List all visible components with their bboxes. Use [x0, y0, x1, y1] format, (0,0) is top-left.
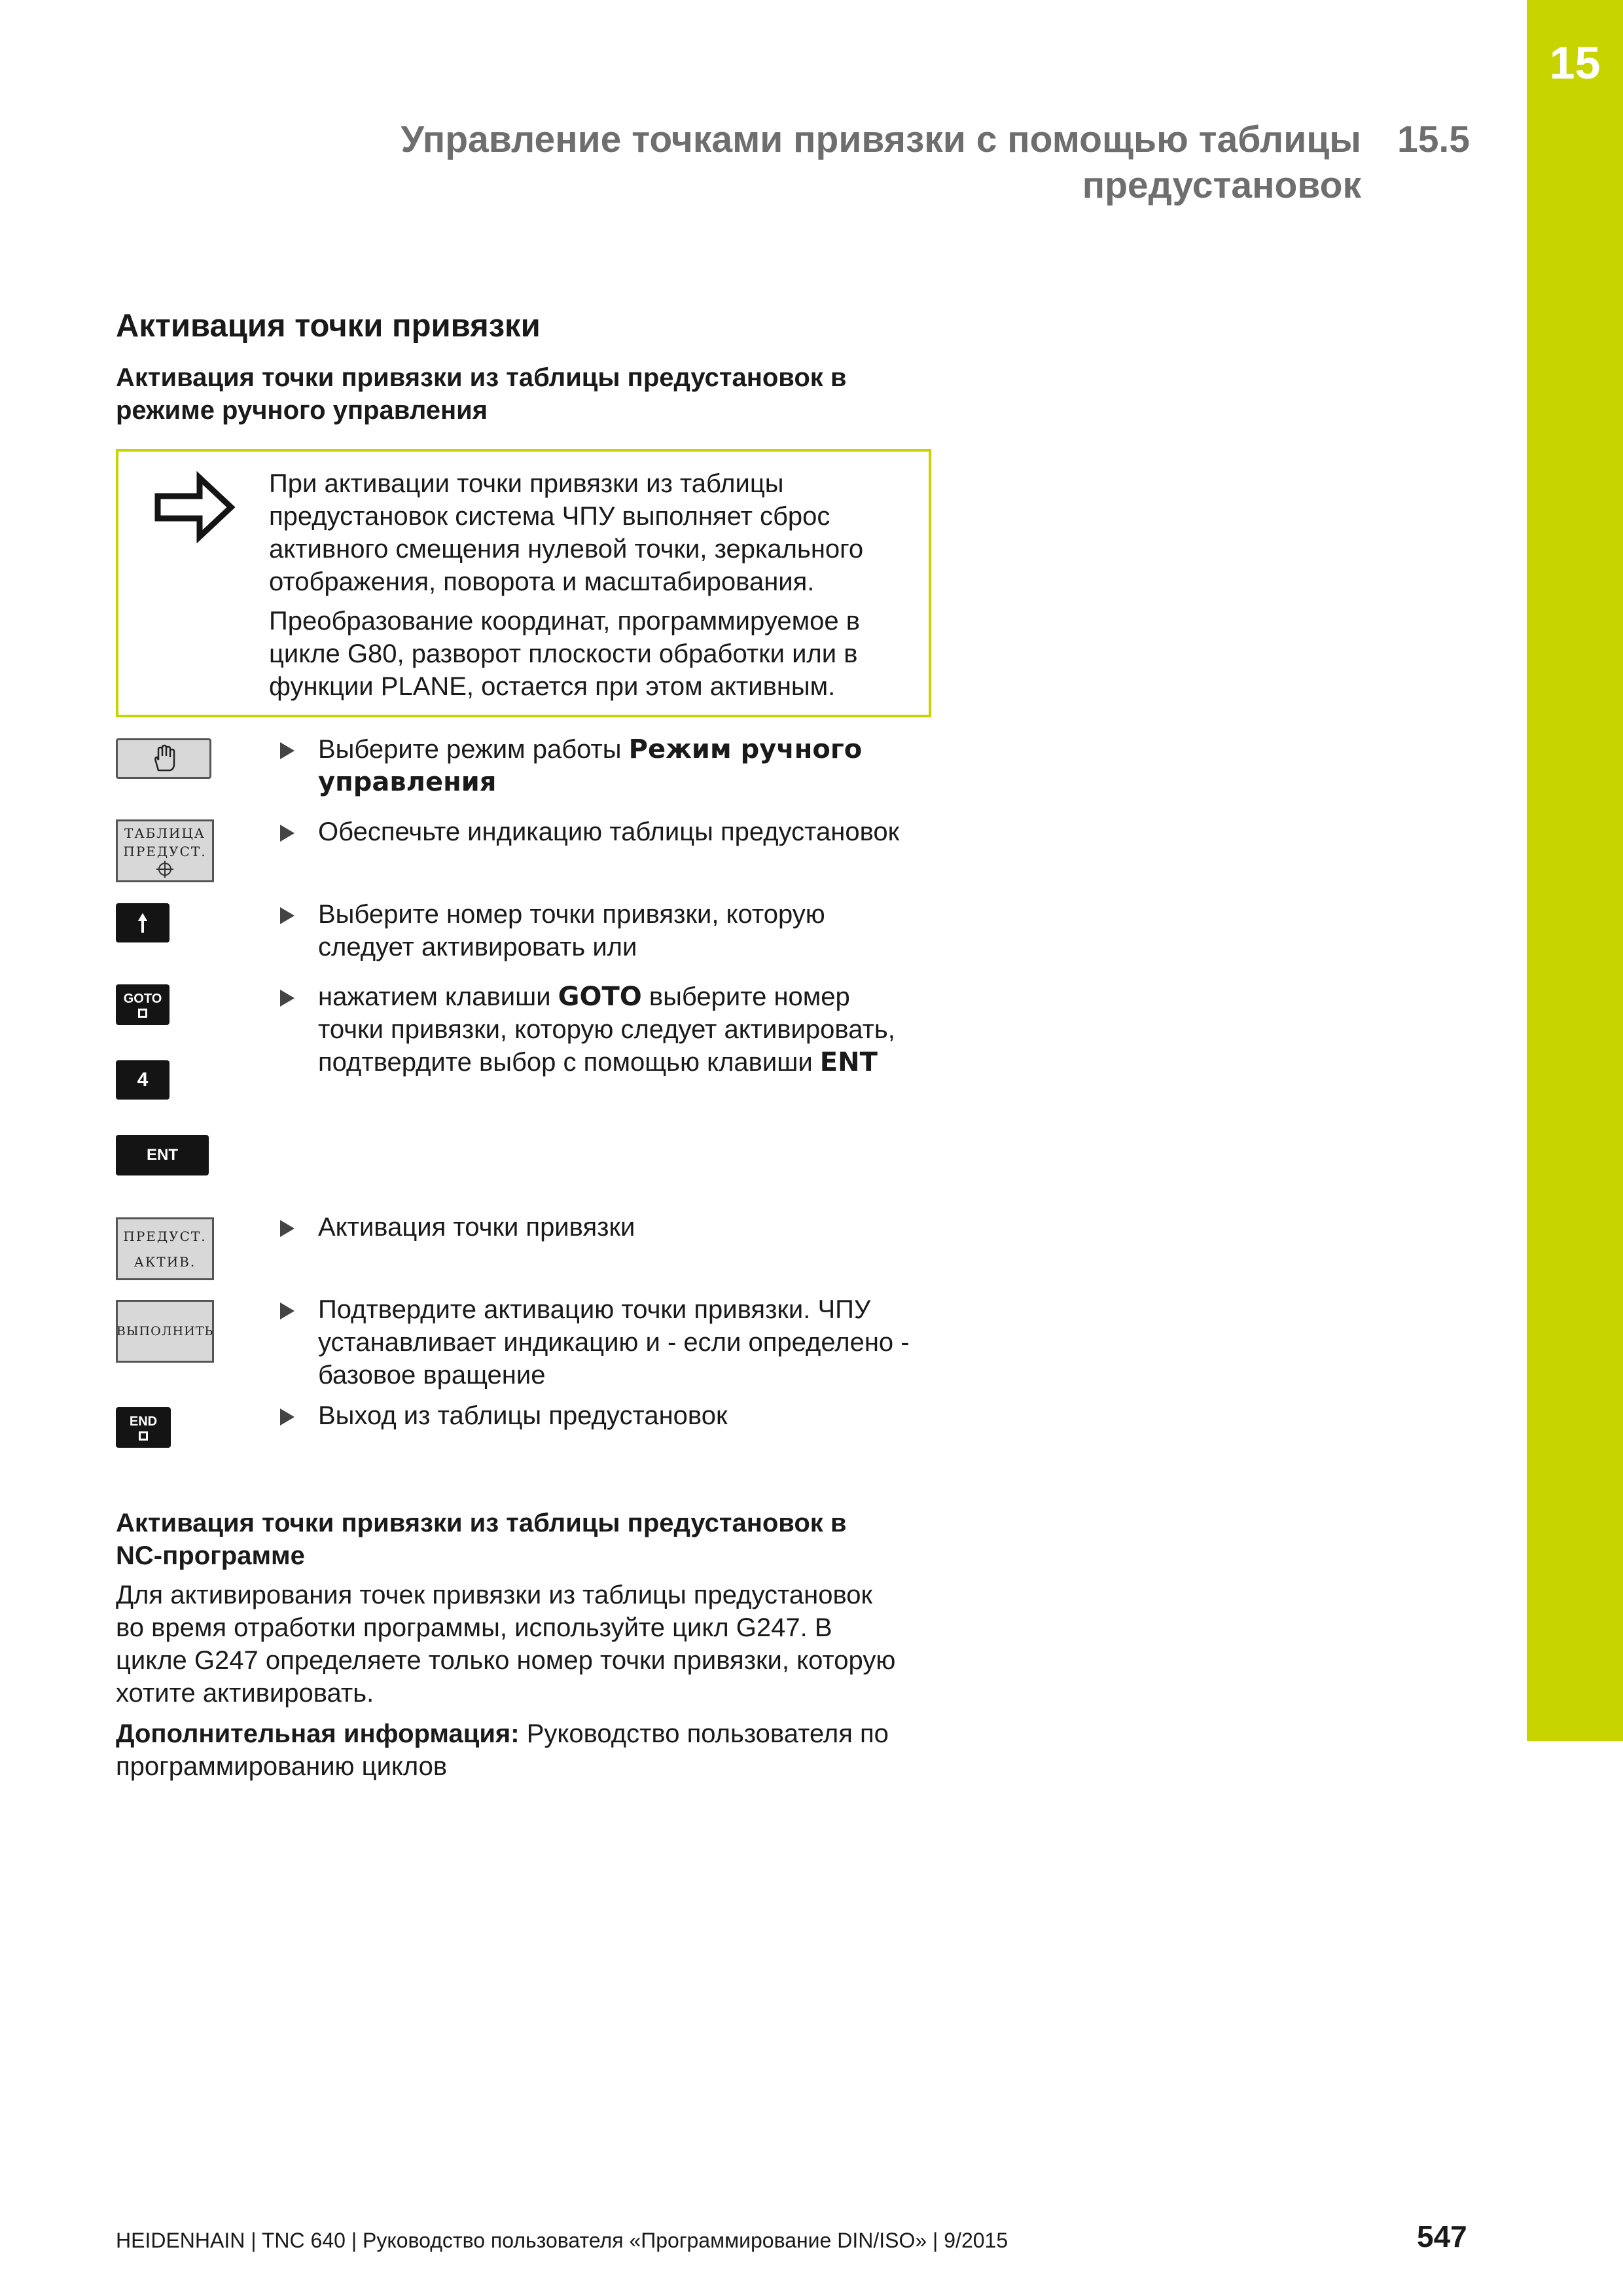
bullet-triangle-icon	[280, 907, 294, 924]
manual-mode-key[interactable]	[116, 738, 211, 779]
step-text-bold: Режим ручного	[628, 734, 863, 764]
bullet-triangle-icon	[280, 742, 294, 759]
step-text-part: нажатием клавиши	[318, 982, 558, 1011]
softkey-label: ТАБЛИЦА	[124, 825, 205, 841]
step-line	[318, 1046, 972, 1079]
body-line	[116, 1717, 967, 1750]
digit-4-key[interactable]	[116, 1060, 169, 1100]
note-line: При активации точки привязки из таблицы	[269, 469, 784, 498]
step-line	[318, 980, 972, 1013]
body-line: цикле G247 определяете только номер точки привязки, которую	[116, 1646, 896, 1675]
step-line: Подтвердите активацию точки привязки. ЧПУ	[318, 1295, 871, 1324]
target-icon	[156, 861, 173, 878]
running-header-title	[366, 117, 1361, 208]
step-text-bold: GOTO	[558, 982, 642, 1012]
note-line: предустановок система ЧПУ выполняет сброс	[269, 502, 830, 531]
bullet-triangle-icon	[280, 990, 294, 1007]
step-line: следует активировать или	[318, 933, 637, 961]
step-line	[318, 733, 972, 766]
subheading-line: режиме ручного управления	[116, 396, 488, 425]
bullet-triangle-icon	[280, 1408, 294, 1426]
step-line: точки привязки, которую следует активировать,	[318, 1015, 895, 1044]
digit-4-label: 4	[137, 1069, 149, 1090]
running-header-section: 15.5	[1397, 118, 1470, 160]
step-line: Выберите номер точки привязки, которую	[318, 900, 825, 929]
bullet-triangle-icon	[280, 1220, 294, 1237]
step-text: Выход из таблицы предустановок	[318, 1401, 728, 1430]
running-header-line1: Управление точками привязки с помощью таблицы	[401, 118, 1361, 160]
note-line: цикле G80, разворот плоскости обработки или в	[269, 639, 858, 668]
arrow-up-icon	[136, 912, 149, 934]
step-text	[318, 1293, 972, 1391]
body-line: Для активирования точек привязки из таблицы предустановок	[116, 1581, 872, 1609]
more-info-label: Дополнительная информация:	[116, 1719, 520, 1748]
goto-key[interactable]	[116, 984, 169, 1025]
note-box	[116, 449, 931, 717]
running-header-line2: предустановок	[1082, 164, 1361, 206]
note-line: активного смещения нулевой точки, зеркального	[269, 535, 864, 564]
subheading-line: NC-программе	[116, 1541, 305, 1570]
bullet-triangle-icon	[280, 1302, 294, 1319]
note-line: функции PLANE, остается при этом активным.	[269, 672, 836, 701]
end-key[interactable]	[116, 1407, 171, 1448]
hand-icon	[151, 744, 177, 773]
square-icon	[138, 1009, 147, 1018]
note-paragraph-2	[269, 605, 923, 703]
chapter-tab	[1527, 0, 1623, 1741]
body-paragraph	[116, 1579, 967, 1710]
subheading-line: Активация точки привязки из таблицы предустановок в	[116, 1509, 847, 1537]
arrow-right-icon	[152, 471, 238, 543]
note-paragraph-1	[269, 467, 923, 598]
execute-softkey[interactable]	[116, 1300, 214, 1363]
chapter-number: 15	[1549, 37, 1601, 88]
preset-table-softkey[interactable]	[116, 819, 214, 882]
more-info-paragraph	[116, 1717, 967, 1783]
section-title: Активация точки привязки	[116, 308, 541, 344]
subheading-nc-program	[116, 1507, 967, 1572]
page-number: 547	[1417, 2219, 1467, 2253]
step-text	[318, 980, 972, 1079]
goto-key-label: GOTO	[123, 992, 162, 1006]
softkey-label: АКТИВ.	[134, 1253, 196, 1270]
ent-key[interactable]	[116, 1135, 209, 1175]
bullet-triangle-icon	[280, 825, 294, 842]
subheading-manual-mode	[116, 361, 967, 427]
step-line: устанавливает индикацию и - если определено -	[318, 1328, 910, 1357]
body-line: хотите активировать.	[116, 1679, 374, 1708]
subheading-line: Активация точки привязки из таблицы предустановок в	[116, 363, 847, 392]
step-text	[318, 733, 972, 798]
step-line: базовое вращение	[318, 1361, 546, 1390]
softkey-label: ВЫПОЛНИТЬ	[116, 1324, 214, 1338]
end-key-label: END	[129, 1414, 158, 1429]
softkey-label: ПРЕДУСТ.	[123, 1228, 207, 1244]
more-info-text: Руководство пользователя по	[519, 1719, 889, 1748]
softkey-label: ПРЕДУСТ.	[123, 844, 207, 859]
note-line: отображения, поворота и масштабирования.	[269, 567, 815, 596]
step-text: Обеспечьте индикацию таблицы предустановок	[318, 817, 900, 846]
step-text-part: подтвердите выбор с помощью клавиши	[318, 1048, 820, 1077]
square-icon	[139, 1431, 148, 1441]
body-line: программированию циклов	[116, 1752, 448, 1781]
preset-activate-softkey[interactable]	[116, 1217, 214, 1280]
ent-key-label: ENT	[147, 1146, 178, 1164]
footer-text: HEIDENHAIN | TNC 640 | Руководство пользователя «Программирование DIN/ISO» | 9/2015	[116, 2229, 1008, 2252]
arrow-up-key[interactable]	[116, 903, 169, 942]
step-text-bold: ENT	[819, 1047, 878, 1077]
step-text-part: Выберите режим работы	[318, 735, 629, 764]
step-text: Активация точки привязки	[318, 1213, 635, 1242]
step-text-bold: управления	[318, 767, 497, 797]
body-line: во время отработки программы, используйте цикл G247. В	[116, 1613, 832, 1642]
step-text-part: выберите номер	[641, 982, 850, 1011]
note-line: Преобразование координат, программируемое в	[269, 607, 860, 636]
step-text	[318, 898, 972, 963]
